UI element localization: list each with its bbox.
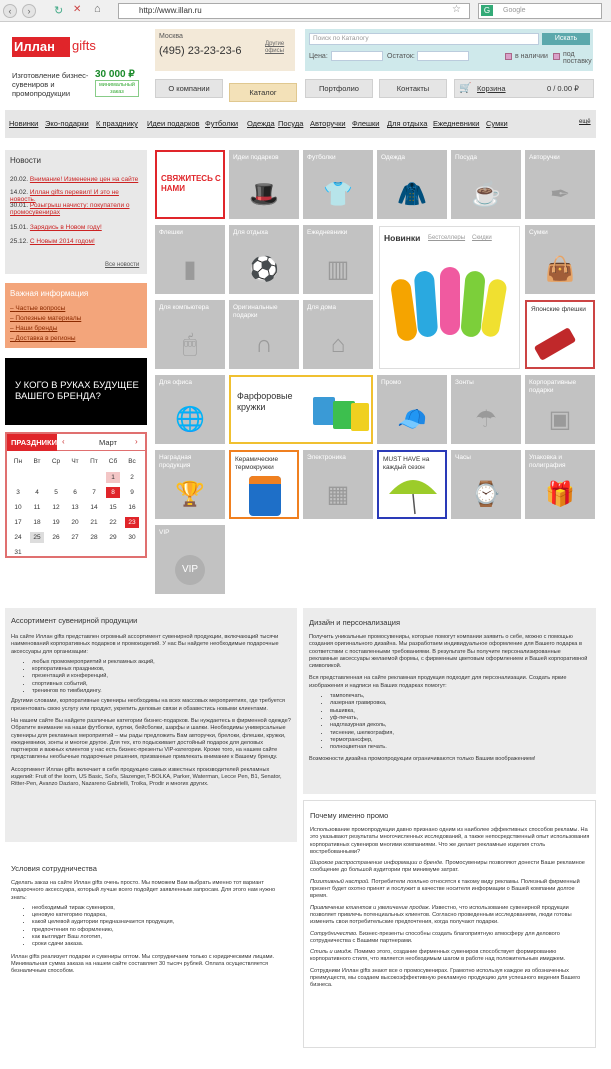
in-stock-checkbox[interactable]: [505, 53, 512, 60]
calendar-day[interactable]: 29: [109, 534, 117, 541]
next-month-icon[interactable]: ›: [135, 437, 138, 446]
address-bar[interactable]: http://www.illan.ru: [118, 3, 470, 19]
horseshoe-icon: ∩: [255, 331, 273, 358]
brand-promo-banner[interactable]: У КОГО В РУКАХ БУДУЩЕЕ ВАШЕГО БРЕНДА?: [5, 358, 147, 425]
yellow-mug-icon: [351, 403, 369, 431]
tile-original-gifts[interactable]: Оригинальные подарки ∩: [229, 300, 299, 369]
calendar-day[interactable]: 8: [106, 487, 120, 498]
weekday-label: Пт: [90, 458, 98, 465]
price-label: Цена:: [309, 53, 328, 60]
cap-icon: 🧢: [397, 406, 427, 433]
mug-icon: ☕: [471, 181, 501, 208]
thermo-lid: [249, 476, 281, 484]
min-order-label[interactable]: минимальный заказ: [95, 80, 139, 97]
calendar-day[interactable]: 15: [109, 504, 117, 511]
cat-tshirts[interactable]: Футболки: [205, 119, 239, 128]
hat-icon: 🎩: [249, 181, 279, 208]
tagline: Изготовление бизнес-сувениров и промопродукции: [12, 71, 89, 98]
info-link[interactable]: – Доставка в регионы: [10, 335, 76, 342]
cat-eco[interactable]: Эко-подарки: [45, 119, 89, 128]
info-link[interactable]: – Полезные материалы: [10, 315, 82, 322]
calendar-day[interactable]: 20: [71, 519, 79, 526]
cat-holiday[interactable]: К празднику: [96, 119, 138, 128]
calendar-day[interactable]: 3: [16, 489, 20, 496]
calendar-day[interactable]: 31: [14, 549, 22, 556]
forward-icon[interactable]: ›: [22, 4, 36, 18]
clock-icon: ⌚: [471, 481, 501, 508]
news-item[interactable]: 20.02. Внимание! Изменение цен на сайте: [10, 176, 139, 183]
star-icon[interactable]: ☆: [452, 4, 461, 15]
conditions-text: Сделать заказ на сайте Иллан gifts очень просто. Мы поможем Вам выбрать именно тот вариант подарочного аксессуара, который лучше всего подойдет заявленным запросам. Для этого нам нужно знать: • необходимый тираж сувениров, • ценовую категорию подарка, • какой целевой аудитории предназначается продукция, • предпочтения по оформлению, • как выглядит Ваш логотип, • сроки сдачи заказа. Иллан gifts реализует подарки и сувениры оптом. Мы сотрудничаем только с юридическими лицами. Минимальная сумма заказа на нашем сайте составляет 30 тысяч рублей. Оплата осуществляется безналичным способом.: [11, 880, 291, 976]
nav-catalog[interactable]: Каталог: [229, 83, 297, 102]
tile-gift-ideas[interactable]: Идеи подарков 🎩: [229, 150, 299, 219]
calendar-day[interactable]: 16: [128, 504, 136, 511]
vip-badge-icon: VIP: [175, 555, 205, 585]
tile-japanese-flash[interactable]: Японские флешки: [525, 300, 595, 369]
info-link[interactable]: – Частые вопросы: [10, 305, 66, 312]
calendar-day[interactable]: 22: [109, 519, 117, 526]
category-bar: [5, 110, 596, 138]
why-promo-section: [303, 800, 596, 1048]
red-usb-icon: [534, 327, 577, 361]
tile-awards[interactable]: Наградная продукция 🏆: [155, 450, 225, 519]
info-box: [5, 283, 147, 348]
umbrella-icon: ☂: [475, 406, 497, 433]
calendar-day[interactable]: 11: [33, 504, 41, 511]
tshirt-icon: 👕: [323, 181, 353, 208]
assortment-title: Ассортимент сувенирной продукции: [11, 616, 138, 625]
back-icon[interactable]: ‹: [3, 4, 17, 18]
logo-suffix: gifts: [72, 38, 96, 53]
tile-corporate-gifts[interactable]: Корпоративные подарки ▣: [525, 375, 595, 444]
calendar-day[interactable]: 13: [71, 504, 79, 511]
bag-icon: 👜: [545, 256, 575, 283]
calendar-day[interactable]: 1: [106, 472, 120, 483]
cat-bags[interactable]: Сумки: [486, 119, 508, 128]
tile-porcelain-mugs[interactable]: Фарфоровые кружки: [229, 375, 373, 444]
tile-electronics[interactable]: Электроника ▦: [303, 450, 373, 519]
conditions-title: Условия сотрудничества: [11, 864, 97, 873]
cat-dishes[interactable]: Посуда: [278, 119, 304, 128]
stock-label: Остаток:: [387, 53, 415, 60]
tile-thermo-mugs[interactable]: Керамические термокружки: [229, 450, 299, 519]
stop-icon[interactable]: ✕: [73, 4, 82, 15]
why-promo-text: Использование промопродукции давно признано одним из наиболее эффективных способов рекламы. На это указывают результаты многочисленных исследований, а также непосредственный опыт использования корпоративных сувениров многими компаниями. Что же делает рекламные изделия столь востребованными? Широкое распространение информации о бренде. Промосувениры позволяют донести Ваше рекламное сообщение до большой аудитории при минимуме затрат. Позитивный настрой. Потребители лояльно относятся к такому виду рекламы. Полезный фирменный презент будет охотно принят и послужит в качестве носителя информации о Вашей компании долгое время. Привлечение клиентов и увеличение продаж. Известно, что использование сувенирной продукции позволяет привлечь потенциальных клиентов. Согласно проведенным исследованиям, люди готовы изменить свои потребительские предпочтения, когда получают подарки. Сотрудничество. Бизнес-презенты способны создать благоприятную атмосферу для делового сотрудничества с Вашими партнерами. Стиль и имидж. Помимо этого, создание фирменных сувениров способствует формированию корпоративного стиля, что является необходимым шагом в работе над положительным имиджем. Сотрудники Иллан gifts знают все о промосувенирах. Грамотно используя каждое из обозначенных преимуществ, мы создаем высокоэффективную рекламную продукцию для успешного ведения Вашего бизнеса.: [310, 827, 590, 989]
gift-icon: 🎁: [545, 481, 575, 508]
google-search-input[interactable]: Google: [478, 3, 602, 19]
tile-packaging[interactable]: Упаковка и полиграфия 🎁: [525, 450, 595, 519]
green-umbrella-image: [385, 472, 441, 516]
bestsellers-tab[interactable]: Бестселлеры: [428, 235, 466, 241]
calculator-icon: ▦: [326, 481, 350, 508]
news-item[interactable]: 30.01. Розыгрыш начисту: покупатели о промосувенирах: [10, 202, 130, 216]
search-block: [305, 29, 593, 71]
calendar-month: Март: [99, 438, 117, 447]
tile-watches[interactable]: Часы ⌚: [451, 450, 521, 519]
search-input[interactable]: Поиск по Каталогу: [309, 33, 539, 45]
usb-icon: ▮: [183, 256, 197, 283]
globe-icon: 🌐: [175, 406, 205, 433]
calendar-day[interactable]: 21: [90, 519, 98, 526]
hoodie-icon: 🧥: [397, 181, 427, 208]
cart-icon: 🛒: [459, 83, 472, 94]
trophy-icon: 🏆: [175, 481, 205, 508]
reload-icon[interactable]: ↻: [54, 5, 64, 17]
tile-dishes[interactable]: Посуда ☕: [451, 150, 521, 219]
cat-diaries[interactable]: Ежедневники: [433, 119, 480, 128]
nav-contacts[interactable]: Контакты: [379, 79, 447, 98]
news-title: Новости: [10, 156, 41, 165]
design-title: Дизайн и персонализация: [309, 618, 401, 627]
cat-clothes[interactable]: Одежда: [247, 119, 275, 128]
city-label[interactable]: Москва: [159, 33, 183, 40]
notebook-icon: ▥: [326, 256, 350, 283]
calendar-day[interactable]: 23: [125, 517, 139, 528]
calendar-day[interactable]: 4: [35, 489, 39, 496]
home-icon[interactable]: ⌂: [94, 3, 101, 15]
ball-icon: ⚽: [249, 256, 279, 283]
tile-clothes[interactable]: Одежда 🧥: [377, 150, 447, 219]
holiday-calendar: [5, 432, 147, 558]
holidays-badge: ПРАЗДНИКИ: [7, 434, 57, 451]
tile-flash[interactable]: Флешки ▮: [155, 225, 225, 294]
weekday-label: Ср: [51, 458, 61, 465]
on-order-label: под поставку: [563, 51, 592, 65]
nav-about[interactable]: О компании: [155, 79, 223, 98]
cat-pens[interactable]: Авторучки: [310, 119, 346, 128]
cart-label[interactable]: Корзина: [477, 84, 506, 93]
calendar-day[interactable]: 19: [52, 519, 60, 526]
calendar-day[interactable]: 18: [33, 519, 41, 526]
google-icon: G: [481, 5, 493, 16]
cat-leisure[interactable]: Для отдыха: [387, 119, 428, 128]
news-item[interactable]: 25.12. С Новым 2014 годом!: [10, 238, 95, 245]
calendar-day[interactable]: 30: [128, 534, 136, 541]
pen-icon: ✒: [549, 181, 571, 208]
design-section: [303, 608, 596, 794]
assortment-text: На сайте Иллан gifts представлен огромный ассортимент сувенирной продукции, включающий тысячи наименований корпоративных подарков и промоизделий. У нас Вы найдете необходимые подарочные аксессуары для организации: • любых промомероприятий и рекламных акций, • корпоративных праздников, • презентаций и конференций, • спортивных событий, • тренингов по тимбилдингу. Другими словами, корпоративные сувениры необходимы на всех массовых мероприятиях, где требуется презентовать свою услугу или продукт, укрепить деловые связи и обзавестись новыми клиентами. На нашем сайте Вы найдете различные категории бизнес-подарков. Вы нуждаетесь в фирменной одежде? Обратите внимание на наши футболки, куртки, бейсболки, шарфы и шапки. Необходимы универсальные сувениры для рекламных мероприятий – мы рады предложить Вам авторучки, брелоки, флешки, кружки, ежедневники, зонты и многое другое. Для тех, кто подыскивает достойный подарок для деловых партнеров и важных клиентов у нас есть бизнес-презенты VIP-категории. Кроме того, на нашем сайте представлены необычные подарочные решения, призванные привлекать внимание к Вашему бренду. Ассортимент Иллан gifts включает в себя продукцию самых известных производителей рекламных изделий: Fruit of the loom, US Basic, Sol's, Slazenger,T-BOLKA, Parker, Waterman, Lecce Pen, B1, Senator, Ritter-Pen, Avanzo Daziaro, Nazareno Gabrielli, Troika, Prodir и многих других.: [11, 634, 291, 789]
tile-promo[interactable]: Промо 🧢: [377, 375, 447, 444]
cat-ideas[interactable]: Идеи подарков: [147, 119, 200, 128]
info-title: Важная информация: [10, 289, 89, 298]
nav-portfolio[interactable]: Портфолио: [305, 79, 373, 98]
info-link[interactable]: – Наши бренды: [10, 325, 58, 332]
conditions-section: [5, 848, 297, 1048]
blue-mug-icon: [313, 397, 335, 425]
all-news-link[interactable]: Все новости: [105, 262, 140, 268]
tile-pens[interactable]: Авторучки ✒: [525, 150, 595, 219]
logo-arrow: [54, 37, 64, 57]
box-icon: ▣: [548, 406, 572, 433]
tile-must-have[interactable]: MUST HAVE на каждый сезон: [377, 450, 447, 519]
tile-contact[interactable]: СВЯЖИТЕСЬ С НАМИ: [155, 150, 225, 219]
calendar-day[interactable]: 9: [130, 489, 134, 496]
calendar-day[interactable]: 17: [14, 519, 22, 526]
why-promo-title: Почему именно промо: [310, 811, 389, 820]
weekday-label: Вт: [33, 458, 41, 465]
weekday-label: Пн: [13, 458, 23, 465]
house-icon: ⌂: [330, 331, 346, 358]
cat-more[interactable]: ещё: [579, 119, 591, 125]
other-offices-link[interactable]: Другие офисы: [265, 41, 285, 54]
tile-bags[interactable]: Сумки 👜: [525, 225, 595, 294]
calendar-day[interactable]: 12: [52, 504, 60, 511]
cat-novelties[interactable]: Новинки: [9, 119, 39, 128]
design-text: Получить уникальные промосувениры, которые помогут компании заявить о себе, можно с помощью создания оригинального дизайна. Мы разработаем индивидуальное оформление для Вашего подарка в соответствии с поставленными требованиями. В результате Вы получите персонализированные рекламные аксессуары желаемой формы, с фирменным цветовым оформлением и Вашей корпоративной символикой. Вся представленная на сайте рекламная продукция подходит для персонализации. Создать яркие изображения и надписи на Ваших подарках помогут: • тампопечать, • лазерная гравировка, • вышивка, • уф-печать, • надглазурная деколь, • тиснение, шелкография, • термотрансфер, • полноцветная печать. Возможности дизайна промопродукции ограничиваются только Вашим воображением!: [309, 634, 591, 764]
in-stock-label: в наличии: [515, 53, 548, 60]
tile-tshirts[interactable]: Футболки 👕: [303, 150, 373, 219]
news-box: [5, 150, 147, 274]
weekday-label: Сб: [108, 458, 118, 465]
tile-diaries[interactable]: Ежедневники ▥: [303, 225, 373, 294]
min-order-price: 30 000 ₽: [95, 69, 135, 80]
calendar-header: [7, 434, 145, 451]
calendar-day[interactable]: 27: [71, 534, 79, 541]
calendar-day[interactable]: 26: [52, 534, 60, 541]
phone-number: (495) 23-23-23-6: [159, 45, 242, 57]
news-item[interactable]: 15.01. Зарядись в Новом году!: [10, 224, 102, 231]
browser-toolbar: [0, 0, 611, 22]
usb-sticks-image: [390, 257, 510, 357]
tile-computer[interactable]: Для компьютера 🖱: [155, 300, 225, 369]
calendar-day[interactable]: 25: [30, 532, 44, 543]
calendar-day[interactable]: 14: [90, 504, 98, 511]
stock-field[interactable]: [417, 51, 469, 61]
logo[interactable]: Иллан: [12, 37, 70, 57]
prev-month-icon[interactable]: ‹: [62, 437, 65, 446]
mouse-icon: 🖱: [182, 331, 198, 358]
weekday-label: Чт: [71, 458, 79, 465]
weekday-label: Вс: [128, 458, 136, 465]
calendar-day[interactable]: 28: [90, 534, 98, 541]
assortment-section: [5, 608, 297, 842]
tile-leisure[interactable]: Для отдыха ⚽: [229, 225, 299, 294]
tile-office[interactable]: Для офиса 🌐: [155, 375, 225, 444]
contact-block: [155, 29, 295, 71]
calendar-day[interactable]: 10: [14, 504, 22, 511]
cat-flash[interactable]: Флешки: [352, 119, 380, 128]
tile-home[interactable]: Для дома ⌂: [303, 300, 373, 369]
cart-value: 0 / 0.00 ₽: [547, 84, 579, 93]
novelties-showcase[interactable]: [379, 226, 520, 369]
tile-vip[interactable]: VIP VIP: [155, 525, 225, 594]
news-item[interactable]: 14.02. Иллан gifts перевил! И это не новость.: [10, 189, 119, 203]
search-button[interactable]: Искать: [542, 33, 590, 45]
discounts-tab[interactable]: Скидки: [472, 235, 492, 241]
price-field[interactable]: [331, 51, 383, 61]
calendar-day[interactable]: 6: [73, 489, 77, 496]
calendar-day[interactable]: 5: [54, 489, 58, 496]
calendar-day[interactable]: 7: [92, 489, 96, 496]
calendar-day[interactable]: 2: [130, 474, 134, 481]
novelties-title[interactable]: Новинки: [384, 233, 421, 243]
tile-umbrellas[interactable]: Зонты ☂: [451, 375, 521, 444]
calendar-day[interactable]: 24: [14, 534, 22, 541]
on-order-checkbox[interactable]: [553, 53, 560, 60]
cart[interactable]: [454, 79, 594, 98]
